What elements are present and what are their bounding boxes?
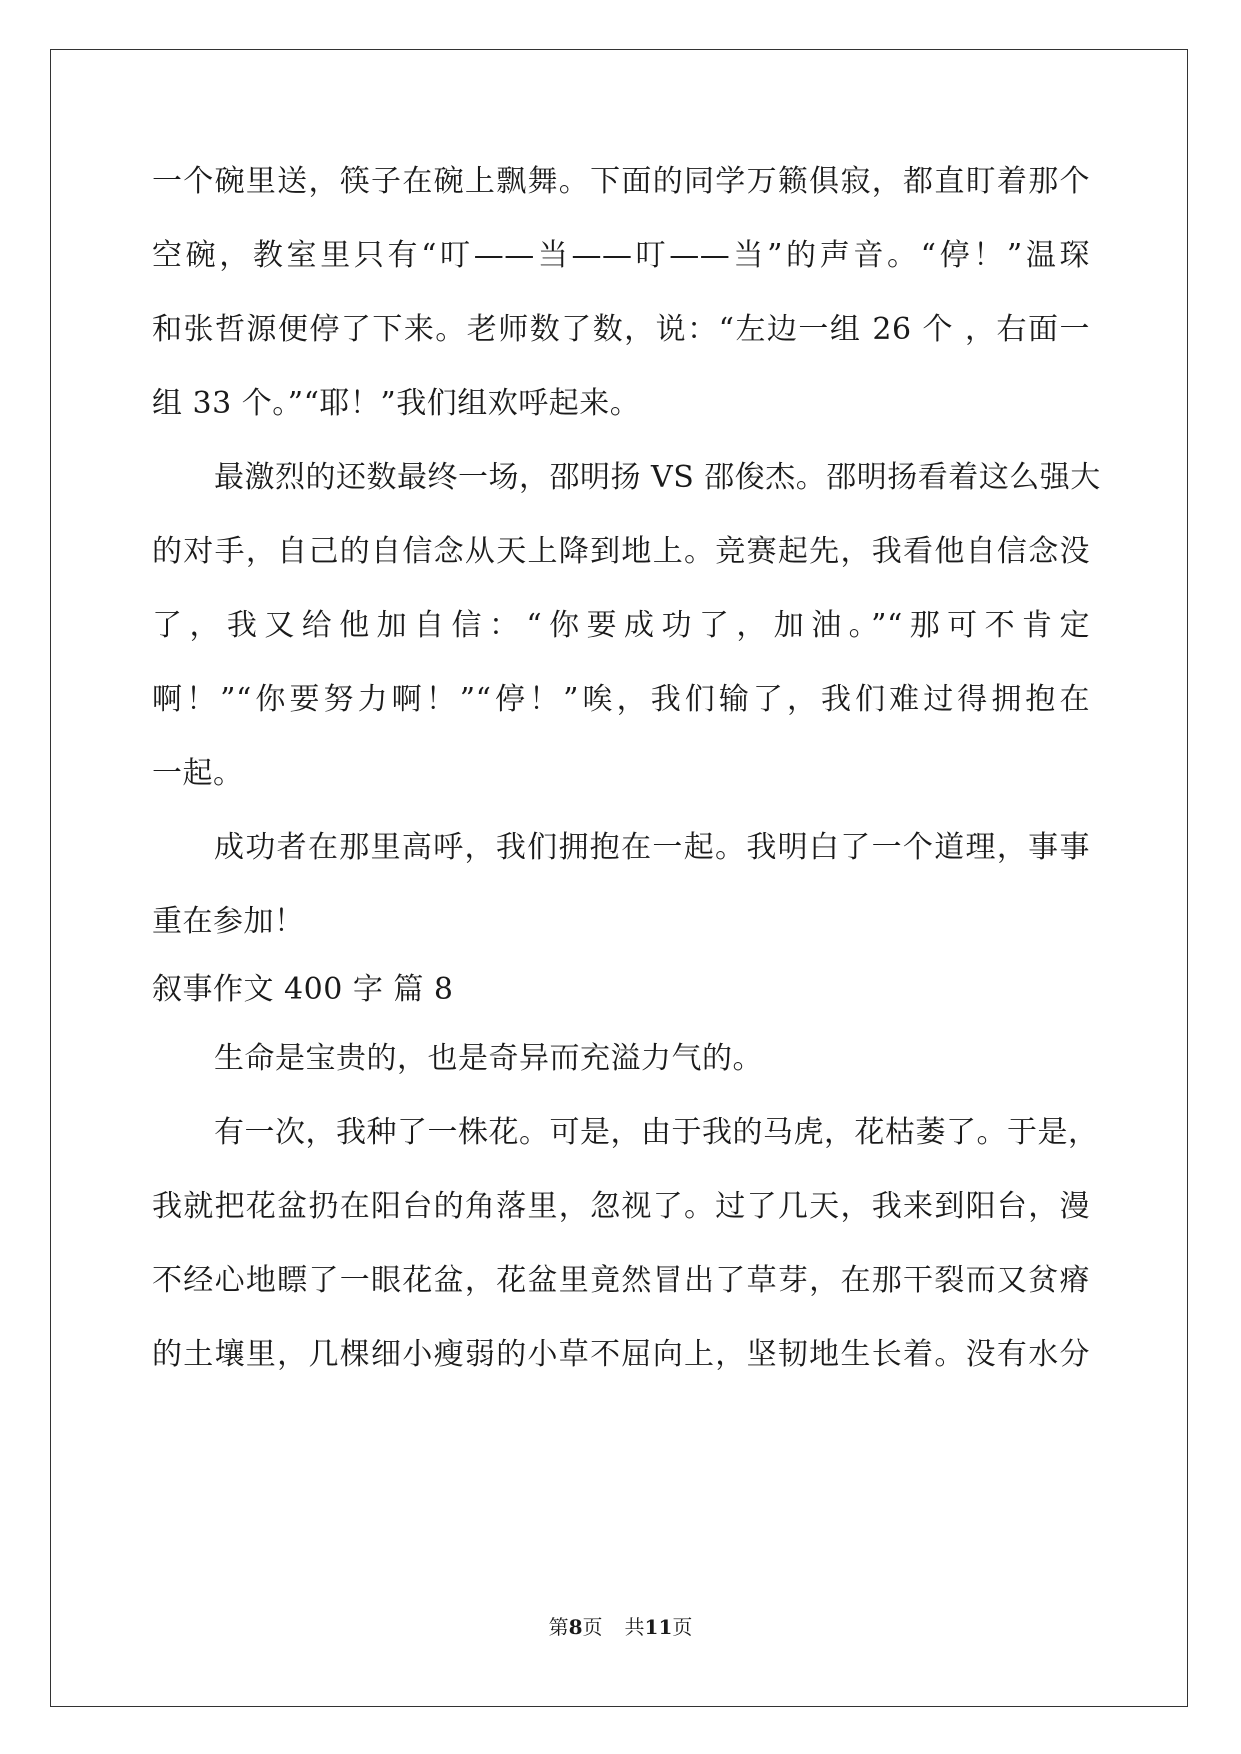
page-suffix: 页 [582, 1615, 603, 1639]
paragraph-line: 组 33 个。”“耶！”我们组欢呼起来。 [152, 386, 641, 421]
paragraph-line: 一个碗里送，筷子在碗上飘舞。下面的同学万籁俱寂，都直盯着那个 [152, 164, 1090, 199]
page-border [50, 49, 1188, 1707]
paragraph-line: 我就把花盆扔在阳台的角落里，忽视了。过了几天，我来到阳台，漫 [152, 1189, 1090, 1224]
paragraph-line: 的土壤里，几棵细小瘦弱的小草不屈向上，坚韧地生长着。没有水分 [152, 1337, 1090, 1372]
paragraph-line: 啊！”“你要努力啊！”“停！”唉，我们输了，我们难过得拥抱在 [152, 682, 1090, 717]
paragraph-line: 成功者在那里高呼，我们拥抱在一起。我明白了一个道理，事事 [214, 830, 1090, 865]
paragraph-line: 重在参加！ [152, 904, 305, 939]
current-page-number: 8 [568, 1615, 583, 1639]
total-suffix: 页 [672, 1615, 693, 1639]
paragraph-line: 和张哲源便停了下来。老师数了数，说：“左边一组 26 个 ，右面一 [152, 312, 1090, 347]
paragraph-line: 了，我又给他加自信：“你要成功了，加油。”“那可不肯定 [152, 608, 1090, 643]
total-page-count: 11 [644, 1615, 673, 1639]
paragraph-line: 空碗，教室里只有“叮——当——叮——当”的声音。“停！”温琛 [152, 238, 1090, 273]
paragraph-line: 有一次，我种了一株花。可是，由于我的马虎，花枯萎了。于是， [214, 1115, 1099, 1150]
section-heading: 叙事作文 400 字 篇 8 [152, 972, 454, 1007]
paragraph-line: 不经心地瞟了一眼花盆，花盆里竟然冒出了草芽，在那干裂而又贫瘠 [152, 1263, 1090, 1298]
paragraph-line: 一起。 [152, 756, 244, 791]
page-footer [0, 1614, 1241, 1640]
total-prefix: 共 [624, 1615, 645, 1639]
paragraph-line: 的对手，自己的自信念从天上降到地上。竞赛起先，我看他自信念没 [152, 534, 1090, 569]
page-prefix: 第 [548, 1615, 569, 1639]
paragraph-line: 最激烈的还数最终一场，邵明扬 VS 邵俊杰。邵明扬看着这么强大 [214, 460, 1101, 495]
paragraph-line: 生命是宝贵的，也是奇异而充溢力气的。 [214, 1041, 763, 1076]
